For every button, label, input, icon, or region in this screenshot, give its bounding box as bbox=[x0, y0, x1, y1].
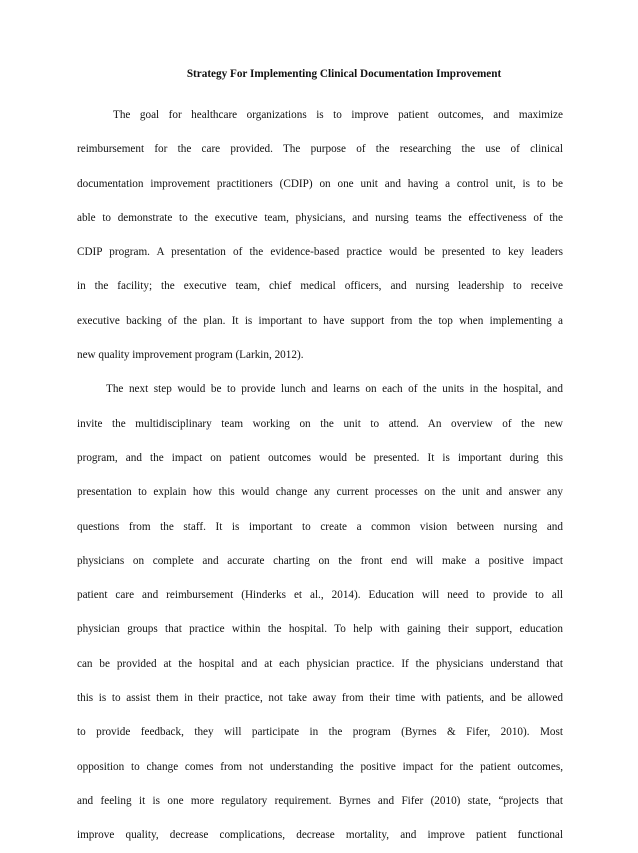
document-body bbox=[77, 98, 563, 853]
paragraph-line: opposition to change comes from not understanding the positive impact for the patient outcomes, bbox=[77, 760, 563, 773]
paragraph-line: to provide feedback, they will participate in the program (Byrnes & Fifer, 2010). Most bbox=[77, 726, 563, 739]
paragraph-line: physicians on complete and accurate charting on the front end will make a positive impact bbox=[77, 554, 563, 567]
paragraph-line: improve quality, decrease complications, decrease mortality, and improve patient functional bbox=[77, 829, 563, 842]
paragraph-line: documentation improvement practitioners (CDIP) on one unit and having a control unit, is to be bbox=[77, 177, 563, 190]
paragraph-line: can be provided at the hospital and at each physician practice. If the physicians understand that bbox=[77, 657, 563, 670]
paragraph-line: invite the multidisciplinary team working on the unit to attend. An overview of the new bbox=[77, 417, 563, 430]
paragraph-line: reimbursement for the care provided. The purpose of the researching the use of clinical bbox=[77, 143, 563, 156]
paragraph-line: physician groups that practice within the hospital. To help with gaining their support, education bbox=[77, 623, 563, 636]
paragraph-line: in the facility; the executive team, chief medical officers, and nursing leadership to receive bbox=[77, 280, 563, 293]
paragraph-line: The goal for healthcare organizations is to improve patient outcomes, and maximize bbox=[113, 109, 563, 121]
paragraph-line: this is to assist them in their practice, not take away from their time with patients, and be allowed bbox=[77, 692, 563, 705]
paragraph-line: able to demonstrate to the executive team, physicians, and nursing teams the effectiveness of the bbox=[77, 211, 563, 224]
paragraph-line: The next step would be to provide lunch and learns on each of the units in the hospital, and bbox=[106, 383, 563, 396]
paragraph-line: new quality improvement program (Larkin, 2012). bbox=[77, 349, 304, 362]
paragraph-line: and feeling it is one more regulatory requirement. Byrnes and Fifer (2010) state, “projects that bbox=[77, 794, 563, 807]
paragraph-line: presentation to explain how this would change any current processes on the unit and answer any bbox=[77, 486, 563, 499]
paragraph-line: questions from the staff. It is important to create a common vision between nursing and bbox=[77, 520, 563, 533]
paragraph-line: program, and the impact on patient outcomes would be presented. It is important during this bbox=[77, 451, 563, 464]
paragraph-line: patient care and reimbursement (Hinderks et al., 2014). Education will need to provide to all bbox=[77, 589, 563, 602]
paragraph-line: CDIP program. A presentation of the evidence-based practice would be presented to key leaders bbox=[77, 246, 563, 259]
paragraph-line: executive backing of the plan. It is important to have support from the top when implementing a bbox=[77, 314, 563, 327]
document-title: Strategy For Implementing Clinical Documentation Improvement bbox=[186, 68, 502, 80]
